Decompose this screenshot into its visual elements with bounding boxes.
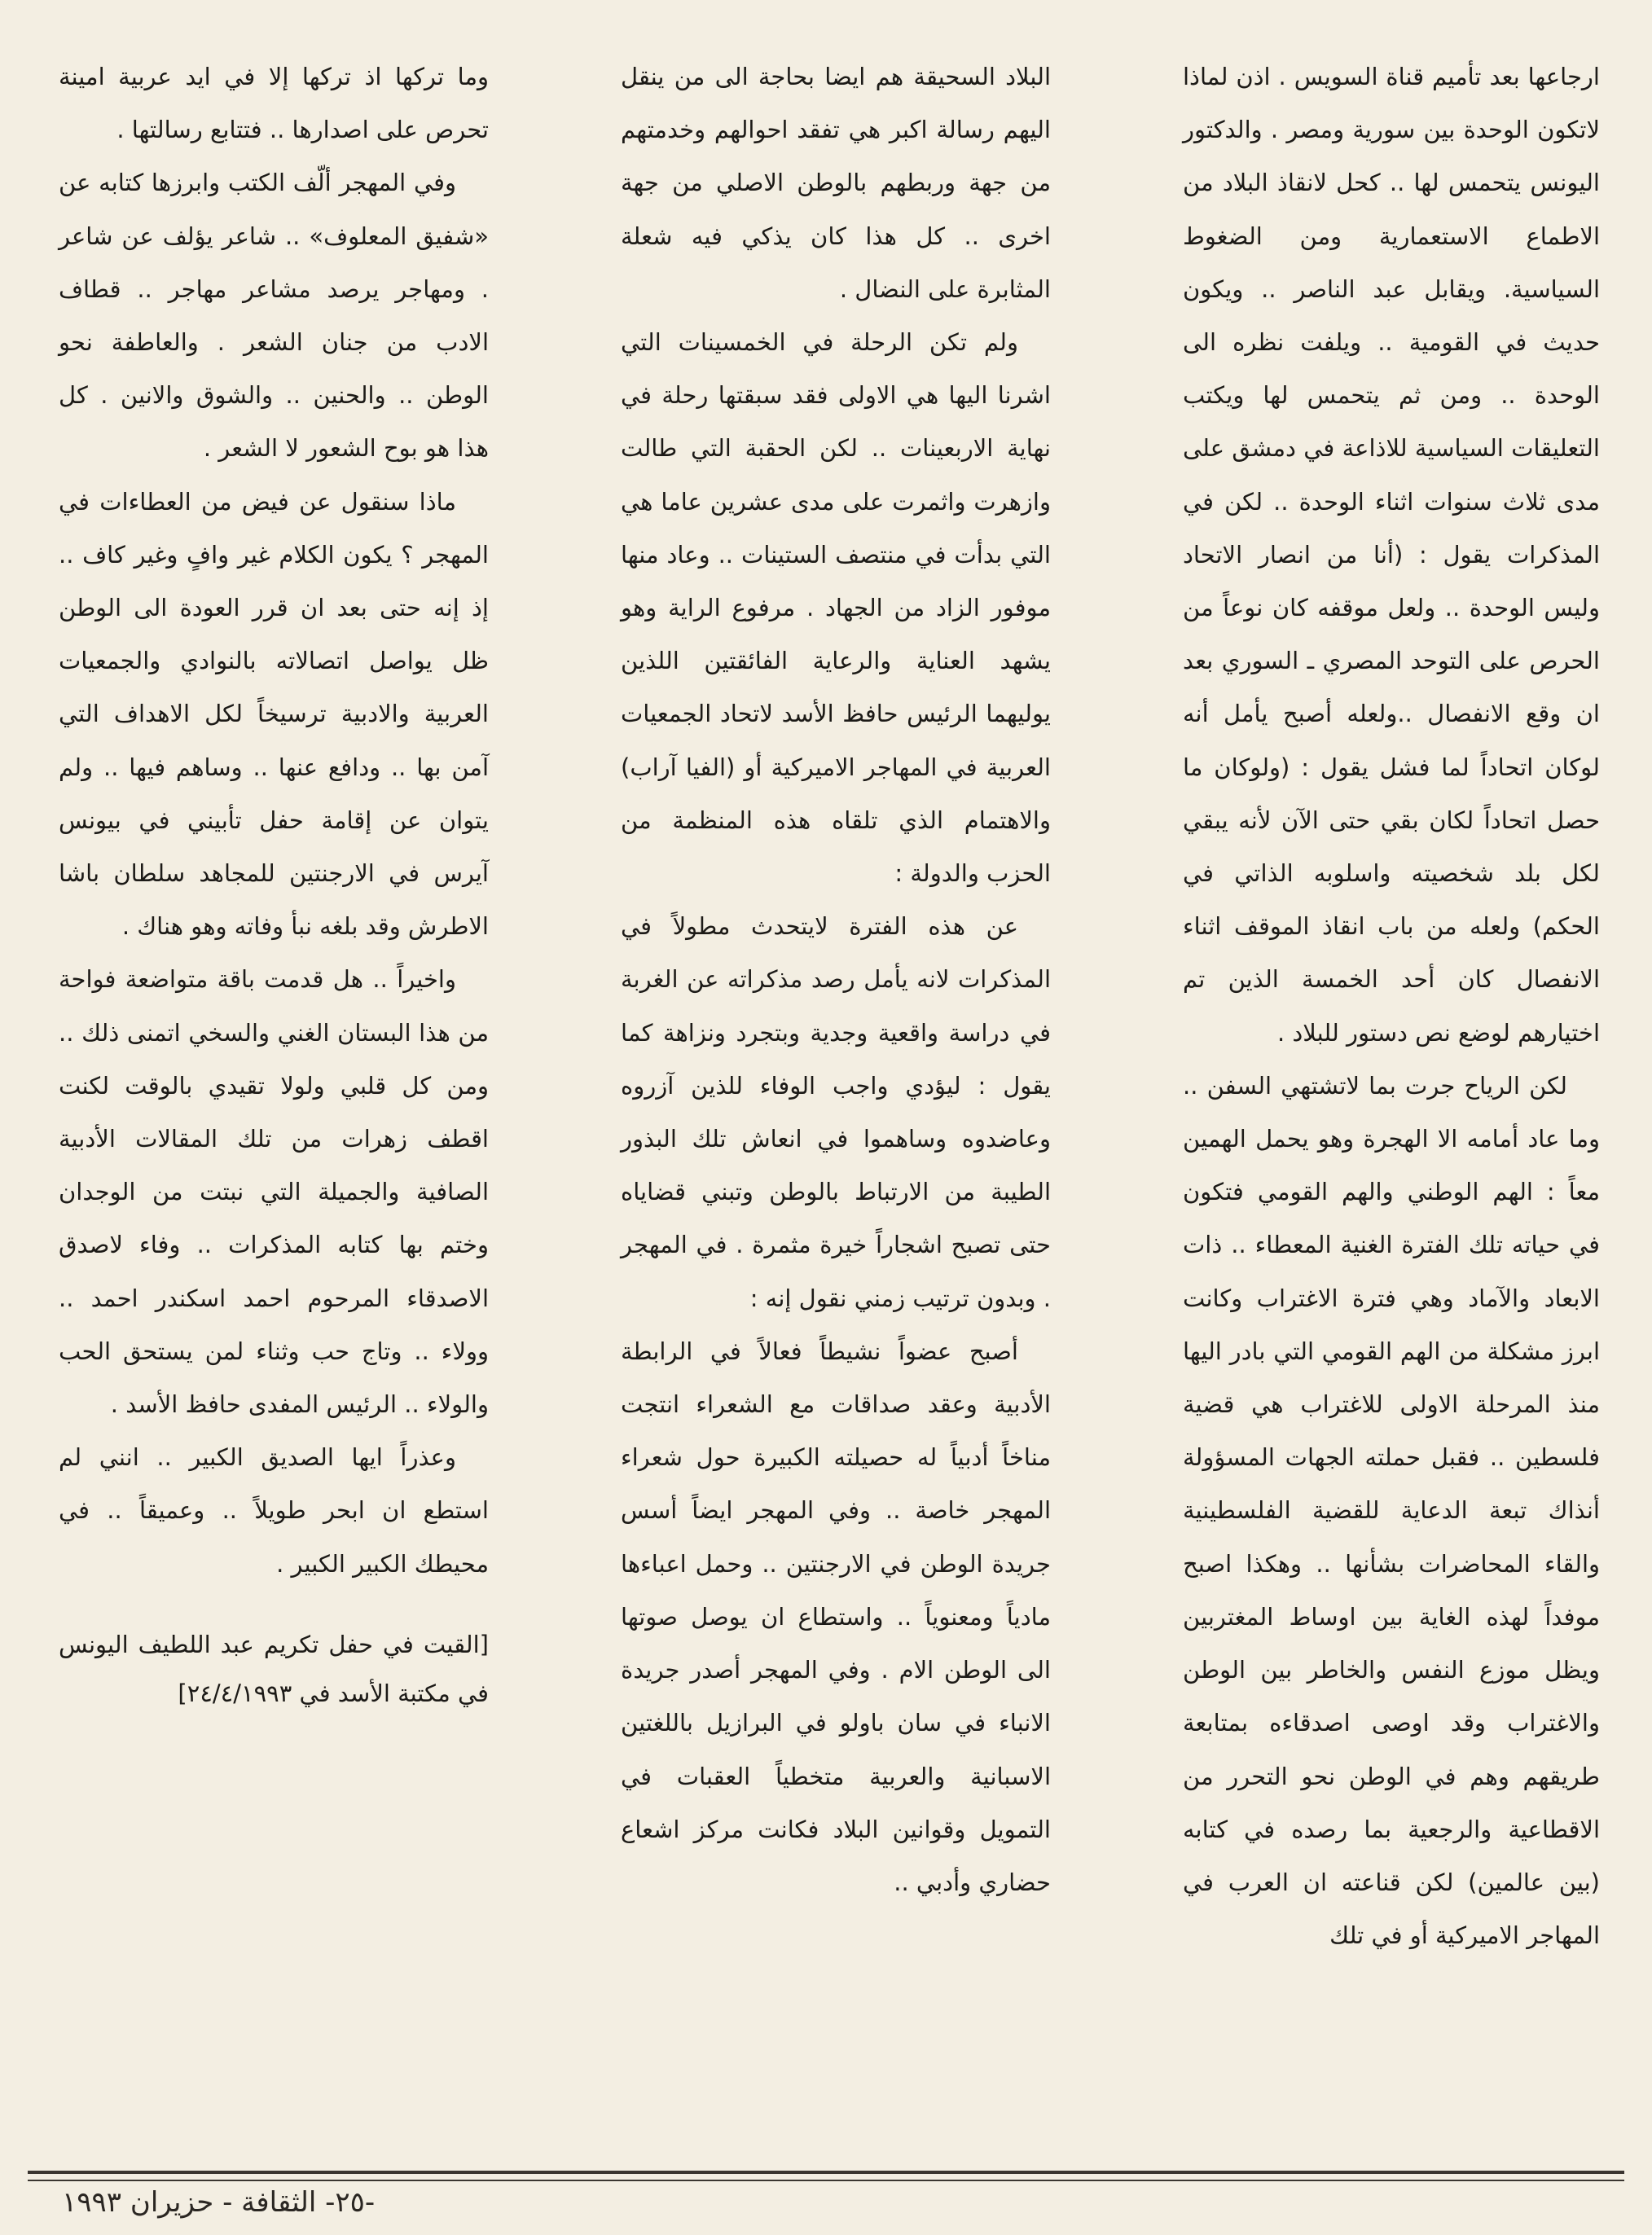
paragraph: لكن الرياح جرت بما لاتشتهي السفن .. وما عاد أمامه الا الهجرة وهو يحمل الهمين معاً : الهم الوطني والهم القومي فتكون في حياته تلك الفترة الغنية المعطاء .. ذات الابعاد والآماد وهي فترة الاغتراب وكانت ابرز مشكلة من الهم القومي التي بادر اليها منذ المرحلة الاولى للاغتراب هي قضية فلسطين .. فقبل حملته الجهات المسؤولة أنذاك تبعة الدعاية للقضية الفلسطينية والقاء المحاضرات بشأنها .. وهكذا اصبح موفداً لهذه الغاية بين اوساط المغتربين ويظل موزع النفس والخاطر بين الوطن والاغتراب وقد اوصى اصدقاءه بمتابعة طريقهم وهم في الوطن نحو التحرر من الاقطاعية والرجعية بما رصده في كتابه (بين عالمين) لكن قناعته ان العرب في المهاجر الاميركية أو في تلك bbox=[1183, 1071, 1600, 1950]
paragraph: البلاد السحيقة هم ايضا بحاجة الى من ينقل اليهم رسالة اكبر هي تفقد احوالهم وخدمتهم من جهة وربطهم بالوطن الاصلي من جهة اخرى .. كل هذا كان يذكي فيه شعلة المثابرة على النضال . bbox=[621, 63, 1051, 303]
paragraph: ماذا سنقول عن فيض من العطاءات في المهجر ؟ يكون الكلام غير وافٍ وغير كاف .. إذ إنه حتى بعد ان قرر العودة الى الوطن ظل يواصل اتصالاته بالنوادي والجمعيات العربية والادبية ترسيخاً لكل الاهداف التي آمن بها .. ودافع عنها .. وساهم فيها .. ولم يتوان عن إقامة حفل تأبيني في بيونس آيرس في الارجنتين للمجاهد سلطان باشا الاطرش وقد بلغه نبأ وفاته وهو هناك . bbox=[59, 487, 489, 941]
column-right bbox=[1183, 50, 1600, 1962]
event-caption: [القيت في حفل تكريم عبد اللطيف اليونس في مكتبة الأسد في ٢٤/٤/١٩٩٣] bbox=[59, 1630, 489, 1707]
column-left bbox=[59, 50, 489, 1718]
paragraph: ارجاعها بعد تأميم قناة السويس . اذن لماذا لاتكون الوحدة بين سورية ومصر . والدكتور اليونس يتحمس لها .. كحل لانقاذ البلاد من الاطماع الاستعمارية ومن الضغوط السياسية. ويقابل عبد الناصر .. ويكون حديث في القومية .. ويلفت نظره الى الوحدة .. ومن ثم يتحمس لها ويكتب التعليقات السياسية للاذاعة في دمشق على مدى ثلاث سنوات اثناء الوحدة .. لكن في المذكرات يقول : (أنا من انصار الاتحاد وليس الوحدة .. ولعل موقفه كان نوعاً من الحرص على التوحد المصري ـ السوري بعد ان وقع الانفصال ..ولعله أصبح يأمل أنه لوكان اتحاداً لما فشل يقول : (ولوكان ما حصل اتحاداً لكان بقي حتى الآن لأنه يبقي لكل بلد شخصيته واسلوبه الذاتي في الحكم) ولعله من باب انقاذ الموقف اثناء الانفصال كان أحد الخمسة الذين تم اختيارهم لوضع نص دستور للبلاد . bbox=[1183, 63, 1600, 1047]
paragraph: واخيراً .. هل قدمت باقة متواضعة فواحة من هذا البستان الغني والسخي اتمنى ذلك .. ومن كل قلبي ولولا تقيدي بالوقت لكنت اقطف زهرات من تلك المقالات الأدبية الصافية والجميلة التي نبتت من الوجدان وختم بها كتابه المذكرات .. وفاء لاصدق الاصدقاء المرحوم احمد اسكندر احمد .. وولاء .. وتاج حب وثناء لمن يستحق الحب والولاء .. الرئيس المفدى حافظ الأسد . bbox=[59, 965, 489, 1419]
paragraph: وفي المهجر ألّف الكتب وابرزها كتابه عن «شفيق المعلوف» .. شاعر يؤلف عن شاعر . ومهاجر يرصد مشاعر مهاجر .. قطاف الادب من جنان الشعر . والعاطفة نحو الوطن .. والحنين .. والشوق والانين . كل هذا هو بوح الشعور لا الشعر . bbox=[59, 169, 489, 463]
footer-rule bbox=[28, 2171, 1624, 2174]
paragraph: وما تركها اذ تركها إلا في ايد عربية امينة تحرص على اصدارها .. فتتابع رسالتها . bbox=[59, 63, 489, 144]
footer-rule bbox=[28, 2180, 1624, 2181]
paragraph: وعذراً ايها الصديق الكبير .. انني لم استطع ان ابحر طويلاً .. وعميقاً .. في محيطك الكبير الكبير . bbox=[59, 1443, 489, 1578]
paragraph: عن هذه الفترة لايتحدث مطولاً في المذكرات لانه يأمل رصد مذكراته عن الغربة في دراسة واقعية وجدية وبتجرد ونزاهة كما يقول : ليؤدي واجب الوفاء للذين آزروه وعاضدوه وساهموا في انعاش تلك البذور الطيبة من الارتباط بالوطن وتبني قضاياه حتى تصبح اشجاراً خيرة مثمرة . في المهجر . وبدون ترتيب زمني نقول إنه : bbox=[621, 912, 1051, 1312]
paragraph: ولم تكن الرحلة في الخمسينات التي اشرنا اليها هي الاولى فقد سبقتها رحلة في نهاية الاربعينات .. لكن الحقبة التي طالت وازهرت واثمرت على مدى عشرين عاما هي التي بدأت في منتصف الستينات .. وعاد منها موفور الزاد من الجهاد . مرفوع الراية وهو يشهد العناية والرعاية الفائقتين اللذين يوليهما الرئيس حافظ الأسد لاتحاد الجمعيات العربية في المهاجر الاميركية أو (الفيا آراب) والاهتمام الذي تلقاه هذه المنظمة من الحزب والدولة : bbox=[621, 328, 1051, 888]
column-middle bbox=[621, 50, 1051, 1909]
page-footer: -٢٥- الثقافة - حزيران ١٩٩٣ bbox=[62, 2186, 376, 2219]
paragraph: أصبح عضواً نشيطاً فعالاً في الرابطة الأدبية وعقد صداقات مع الشعراء انتجت مناخاً أدبياً له حصيلته الكبيرة حول شعراء المهجر خاصة .. وفي المهجر ايضاً أسس جريدة الوطن في الارجنتين .. وحمل اعباءها مادياً ومعنوياً .. واستطاع ان يوصل صوتها الى الوطن الام . وفي المهجر أصدر جريدة الانباء في سان باولو في البرازيل باللغتين الاسبانية والعربية متخطياً العقبات في التمويل وقوانين البلاد فكانت مركز اشعاع حضاري وأدبي .. bbox=[621, 1337, 1051, 1896]
